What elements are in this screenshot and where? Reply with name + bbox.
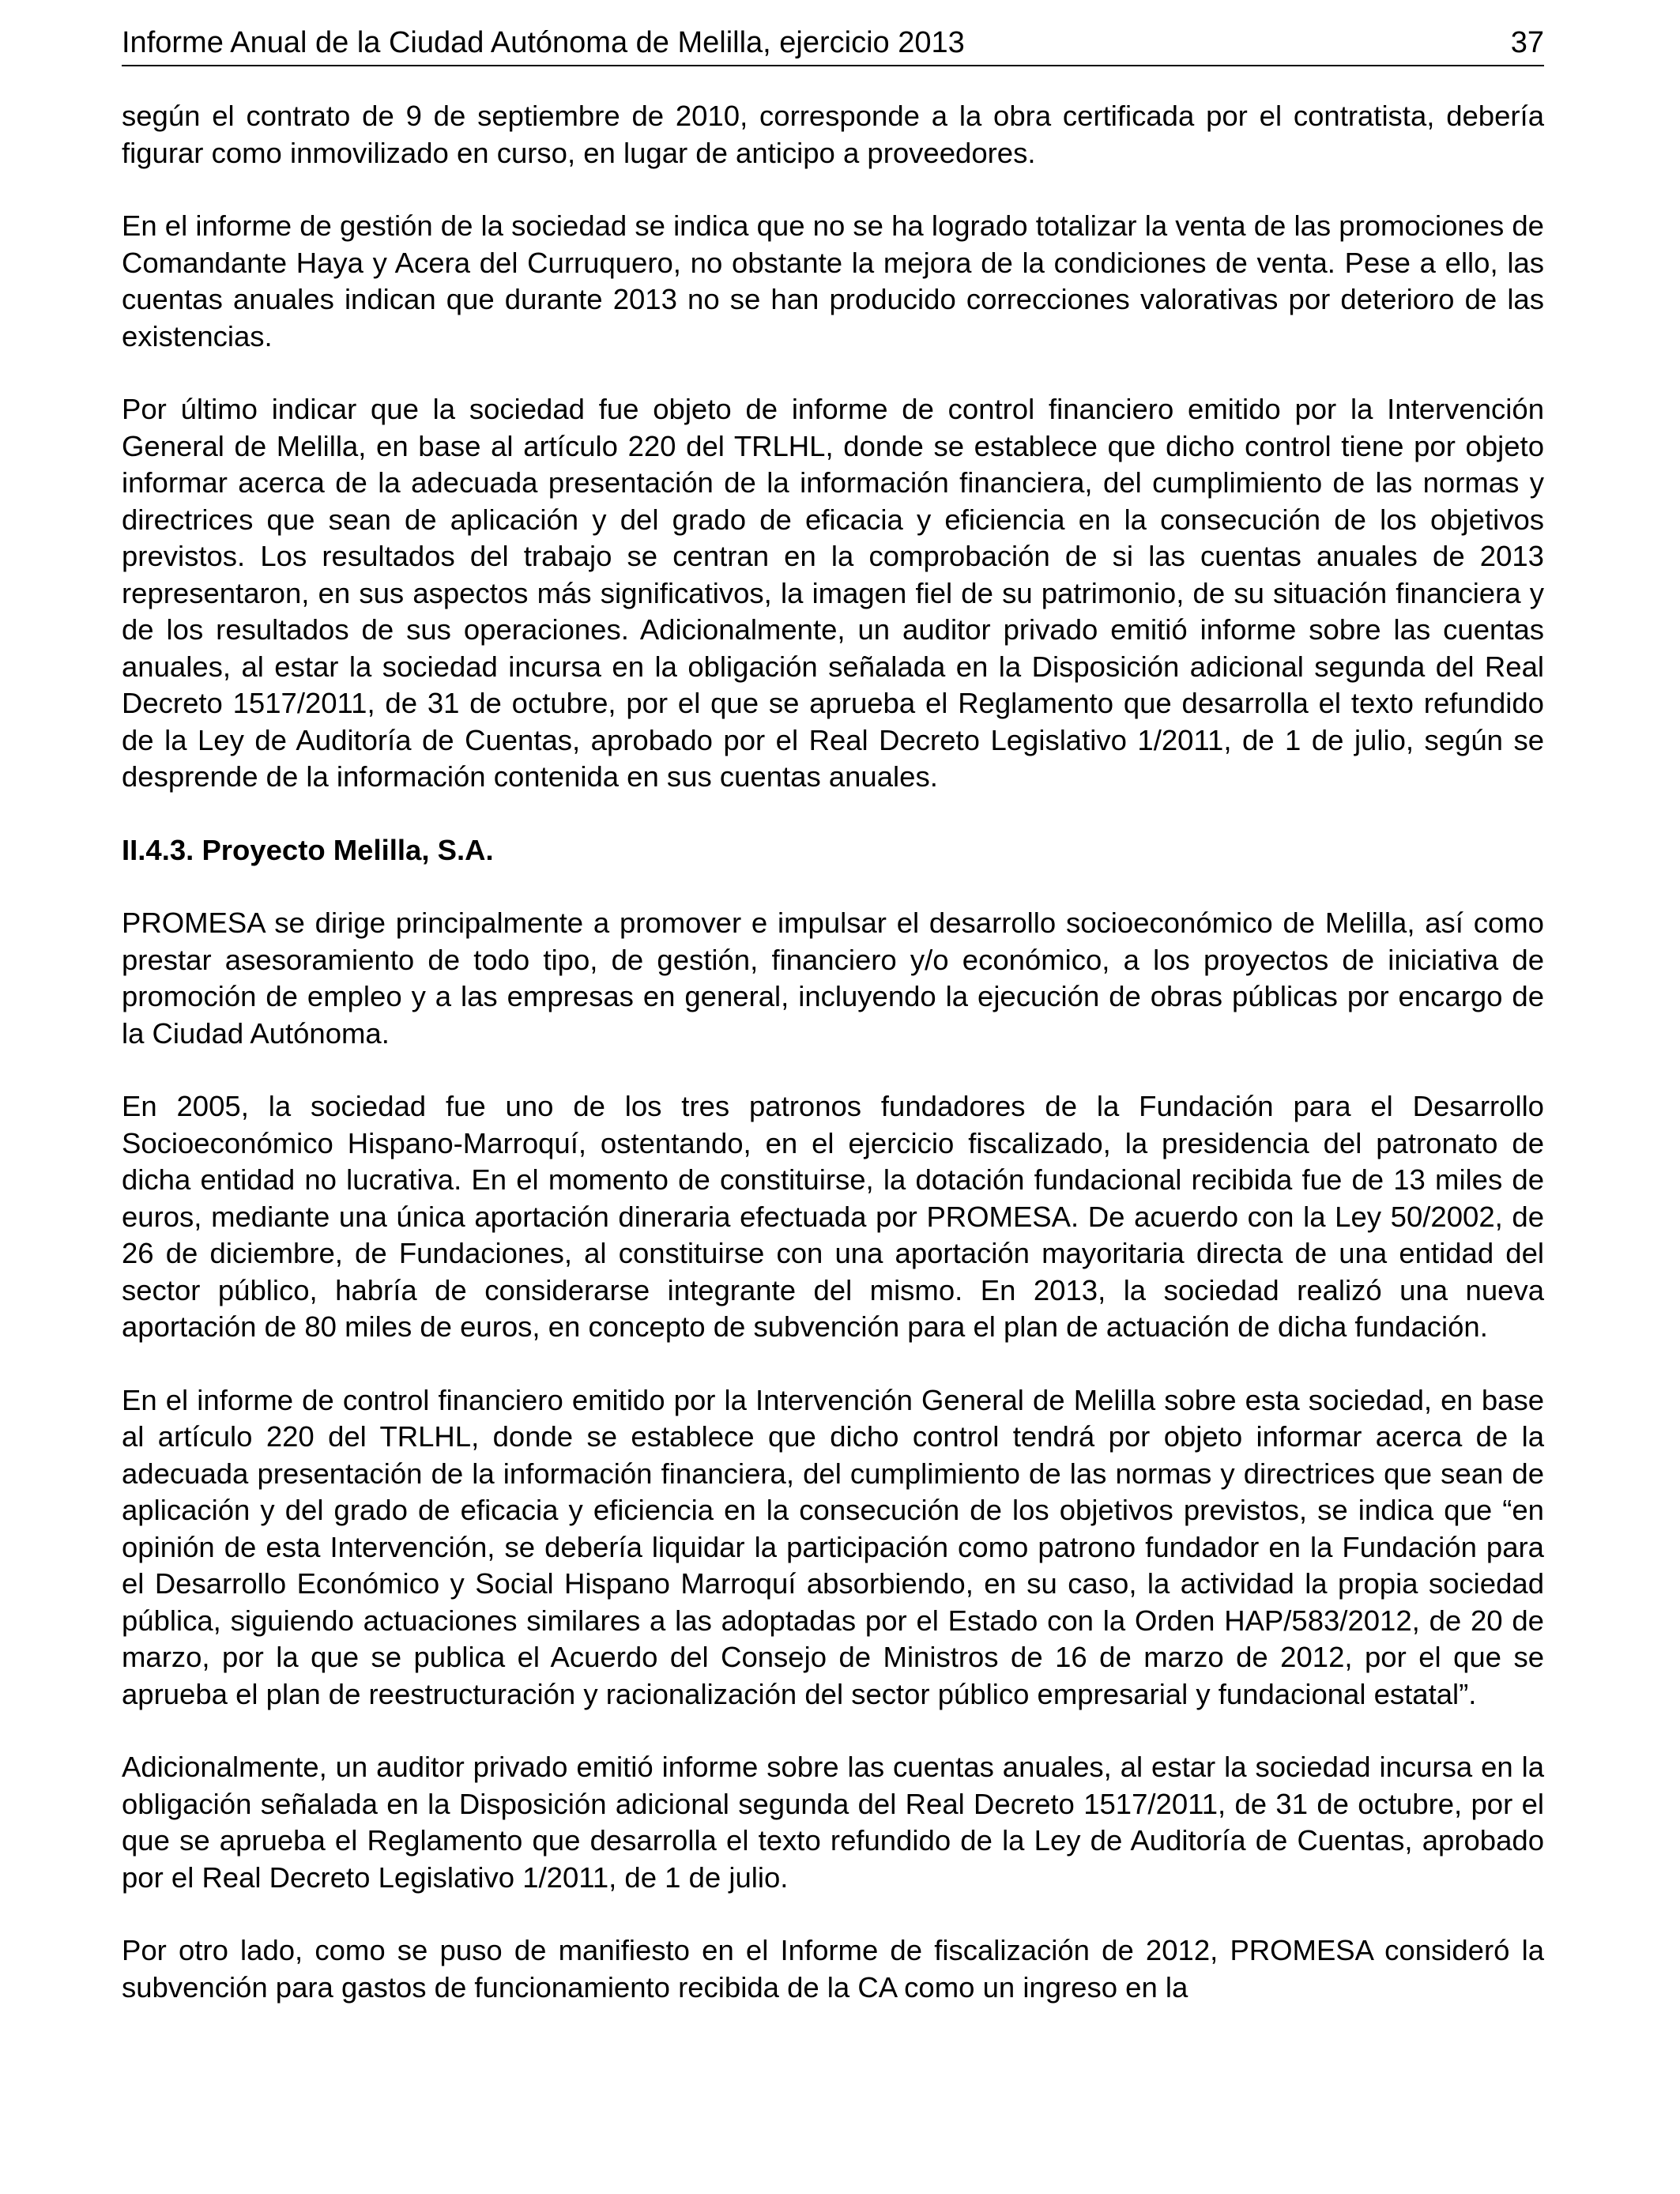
paragraph: Por otro lado, como se puso de manifiesto en el Informe de fiscalización de 2012, PROMESA consideró la subvención para gastos de funcionamiento recibida de la CA como un ingreso en la — [122, 1934, 1544, 2004]
paragraph: PROMESA se dirige principalmente a promover e impulsar el desarrollo socioeconómico de Melilla, así como prestar asesoramiento de todo tipo, de gestión, financiero y/o económico, a los proyectos de iniciativa de promoción de empleo y a las empresas en general, incluyendo la ejecución de obras públicas por encargo de la Ciudad Autónoma. — [122, 907, 1544, 1050]
paragraph: En el informe de control financiero emitido por la Intervención General de Melilla sobre esta sociedad, en base al artículo 220 del TRLHL, donde se establece que dicho control tendrá por objeto informar acerca de la adecuada presentación de la información financiera, del cumplimiento de las normas y directrices que sean de aplicación y del grado de eficacia y eficiencia en la consecución de los objetivos previstos, se indica que “en opinión de esta Intervención, se debería liquidar la participación como patrono fundador en la Fundación para el Desarrollo Económico y Social Hispano Marroquí absorbiendo, en su caso, la actividad la propia sociedad pública, siguiendo actuaciones similares a las adoptadas por el Estado con la Orden HAP/583/2012, de 20 de marzo, por la que se publica el Acuerdo del Consejo de Ministros de 16 de marzo de 2012, por el que se aprueba el plan de reestructuración y racionalización del sector público empresarial y fundacional estatal”. — [122, 1383, 1544, 1710]
document-page — [122, 24, 1544, 2042]
paragraph: En el informe de gestión de la sociedad se indica que no se ha logrado totalizar la venta de las promociones de Comandante Haya y Acera del Curruquero, no obstante la mejora de la condiciones de venta. Pese a ello, las cuentas anuales indican que durante 2013 no se han producido correcciones valorativas por deterioro de las existencias. — [122, 209, 1544, 352]
paragraph: En 2005, la sociedad fue uno de los tres patronos fundadores de la Fundación para el Desarrollo Socioeconómico Hispano-Marroquí, ostentando, en el ejercicio fiscalizado, la presidencia del patronato de dicha entidad no lucrativa. En el momento de constituirse, la dotación fundacional recibida fue de 13 miles de euros, mediante una única aportación dineraria efectuada por PROMESA. De acuerdo con la Ley 50/2002, de 26 de diciembre, de Fundaciones, al constituirse con una aportación mayoritaria directa de una entidad del sector público, habría de considerarse integrante del mismo. En 2013, la sociedad realizó una nueva aportación de 80 miles de euros, en concepto de subvención para el plan de actuación de dicha fundación. — [122, 1090, 1544, 1343]
section-heading: II.4.3. Proyecto Melilla, S.A. — [122, 833, 494, 866]
page-header — [122, 24, 1544, 66]
paragraph: Adicionalmente, un auditor privado emitió informe sobre las cuentas anuales, al estar la sociedad incursa en la obligación señalada en la Disposición adicional segunda del Real Decreto 1517/2011, de 31 de octubre, por el que se aprueba el Reglamento que desarrolla el texto refundido de la Ley de Auditoría de Cuentas, aprobado por el Real Decreto Legislativo 1/2011, de 1 de julio. — [122, 1751, 1544, 1894]
paragraph: Por último indicar que la sociedad fue objeto de informe de control financiero emitido por la Intervención General de Melilla, en base al artículo 220 del TRLHL, donde se establece que dicho control tiene por objeto informar acerca de la adecuada presentación de la información financiera, del cumplimiento de las normas y directrices que sean de aplicación y del grado de eficacia y eficiencia en la consecución de los objetivos previstos. Los resultados del trabajo se centran en la comprobación de si las cuentas anuales de 2013 representaron, en sus aspectos más significativos, la imagen fiel de su patrimonio, de su situación financiera y de los resultados de sus operaciones. Adicionalmente, un auditor privado emitió informe sobre las cuentas anuales, al estar la sociedad incursa en la obligación señalada en la Disposición adicional segunda del Real Decreto 1517/2011, de 31 de octubre, por el que se aprueba el Reglamento que desarrolla el texto refundido de la Ley de Auditoría de Cuentas, aprobado por el Real Decreto Legislativo 1/2011, de 1 de julio, según se desprende de la información contenida en sus cuentas anuales. — [122, 393, 1544, 793]
paragraph: según el contrato de 9 de septiembre de 2010, corresponde a la obra certificada por el contratista, debería figurar como inmovilizado en curso, en lugar de anticipo a proveedores. — [122, 100, 1544, 169]
page-number: 37 — [1510, 26, 1544, 59]
header-title: Informe Anual de la Ciudad Autónoma de Melilla, ejercicio 2013 — [122, 26, 965, 59]
